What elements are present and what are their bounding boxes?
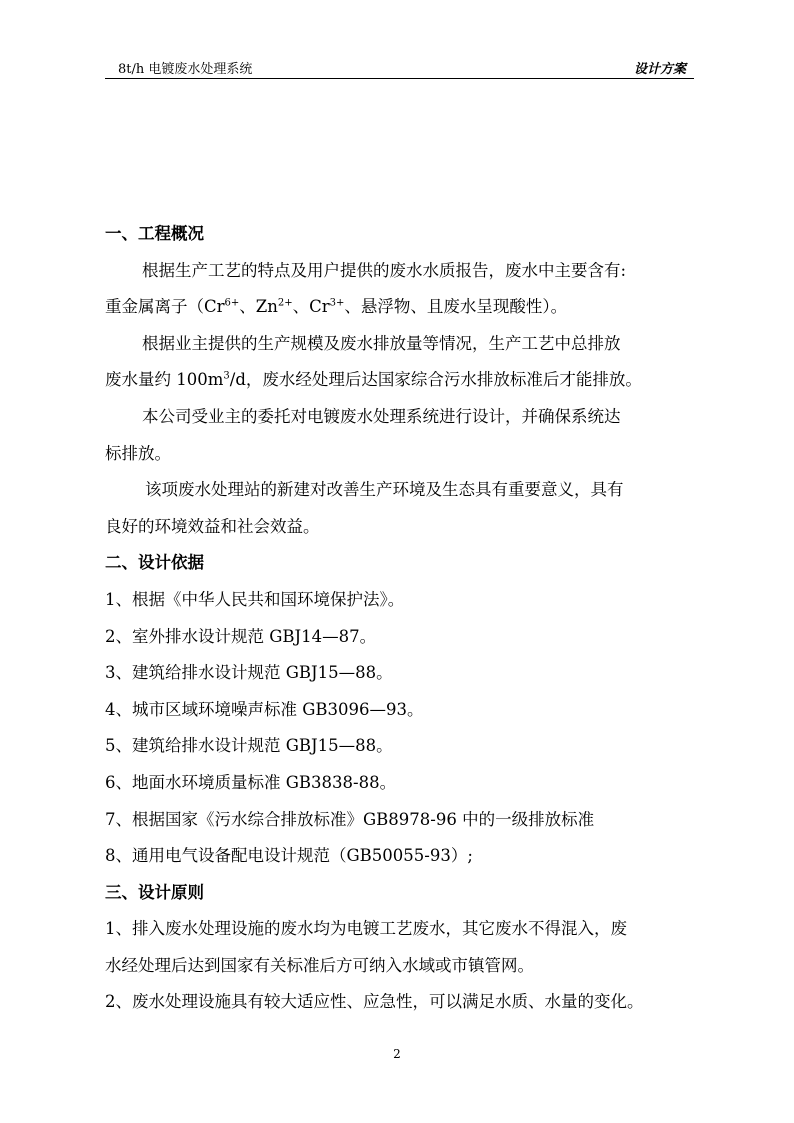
s1-paragraph-4-line-1: 该项废水处理站的新建对改善生产环境及生态具有重要意义，具有 [145,480,624,500]
section-2-title: 二、设计依据 [105,553,204,573]
s3-item-2-line-1: 2、废水处理设施具有较大适应性、应急性，可以满足水质、水量的变化。 [105,992,644,1012]
superscript: 6+ [224,297,240,309]
s2-item-2: 2、室外排水设计规范 GBJ14—87。 [105,626,377,646]
header-title: 8t/h 电镀废水处理系统 [118,62,253,77]
text-span: 废水量约 100m [105,370,224,390]
text-span: 、Zn [239,297,278,317]
s1-paragraph-4-line-2: 良好的环境效益和社会效益。 [105,516,320,536]
s2-item-3: 3、建筑给排水设计规范 GBJ15—88。 [105,663,393,683]
section-3-title: 三、设计原则 [105,882,204,902]
superscript: 3+ [329,297,345,309]
s1-paragraph-2-line-2 [105,362,695,399]
s1-paragraph-1-line-1: 根据生产工艺的特点及用户提供的废水水质报告，废水中主要含有: [142,260,627,280]
text-span: 、悬浮物、且废水呈现酸性）。 [344,297,568,317]
header-doc-type: 设计方案 [633,62,686,77]
superscript: 3 [223,370,230,382]
text-span: /d，废水经处理后达国家综合污水排放标准后才能排放。 [229,370,642,390]
s2-item-8: 8、通用电气设备配电设计规范（GB50055-93）; [105,846,473,866]
s1-paragraph-2-line-1: 根据业主提供的生产规模及废水排放量等情况，生产工艺中总排放 [142,333,621,353]
section-1-title: 一、工程概况 [105,224,204,243]
s2-item-5: 5、建筑给排水设计规范 GBJ15—88。 [105,736,393,756]
s1-paragraph-3-line-2: 标排放。 [105,443,171,463]
page-number: 2 [393,1047,401,1061]
text-span: 、Cr [292,297,330,317]
s2-item-6: 6、地面水环境质量标准 GB3838-88。 [105,772,397,792]
s3-item-1-line-1: 1、排入废水处理设施的废水均为电镀工艺废水，其它废水不得混入，废 [105,919,627,939]
s2-item-1: 1、根据《中华人民共和国环境保护法》。 [105,589,405,609]
text-span: 重金属离子（Cr [105,297,225,317]
superscript: 2+ [277,297,293,309]
header-rule [105,78,694,79]
s1-paragraph-3-line-1: 本公司受业主的委托对电镀废水处理系统进行设计，并确保系统达 [142,406,621,426]
s2-item-7: 7、根据国家《污水综合排放标准》GB8978-96 中的一级排放标准 [105,809,595,829]
s2-item-4: 4、城市区域环境噪声标准 GB3096—93。 [105,699,424,719]
document-body [105,216,695,1021]
s1-paragraph-1-line-2 [105,289,695,326]
s3-item-1-line-2: 水经处理后达到国家有关标准后方可纳入水域或市镇管网。 [105,955,534,975]
